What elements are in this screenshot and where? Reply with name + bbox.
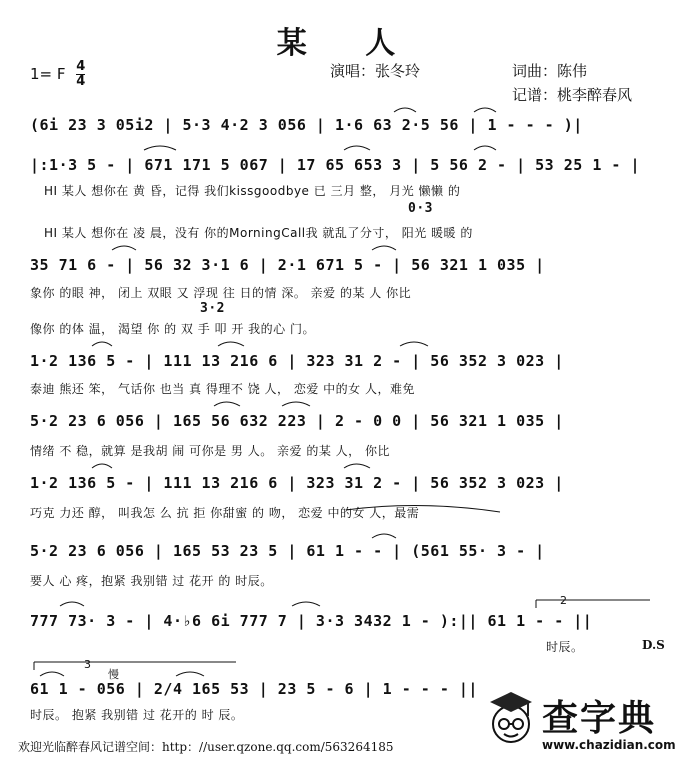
- time-sig-top: 4: [76, 59, 86, 74]
- singer: 演唱：张冬玲: [330, 62, 421, 80]
- notation-row-6: 1·2 136 5 - | 111 13 216 6 | 323 31 2 - | 56 352 3 023 |: [30, 474, 564, 492]
- graduate-mascot-icon: [482, 686, 540, 752]
- lyric-row-3b: 像你 的体 温， 渴望 你 的 双 手 叩 开 我的心 门。: [30, 322, 315, 336]
- lyric-row-3: 象你 的眼 神， 闭上 双眼 又 浮现 往 日的情 深。 亲爱 的某 人 你比: [30, 286, 412, 300]
- notation-pickup-2: 3·2: [200, 301, 225, 316]
- key-label: 1= F: [30, 65, 66, 83]
- notation-row-9: 61 1 - 056 | 2/4 165 53 | 23 5 - 6 | 1 - - - ||: [30, 680, 478, 698]
- notation-row-4: 1·2 136 5 - | 111 13 216 6 | 323 31 2 - | 56 352 3 023 |: [30, 352, 564, 370]
- site-logo[interactable]: [482, 686, 692, 758]
- song-title: 某 人: [276, 26, 420, 61]
- logo-url[interactable]: www.chazidian.com: [542, 738, 676, 752]
- notation-pickup-1: 0·3: [408, 201, 433, 216]
- lyric-row-2: HI 某人 想你在 黄 昏，记得 我们kissgoodbye 已 三月 整， 月光 懒懒 的: [44, 184, 461, 198]
- transcriber: 记谱：桃李醉春风: [512, 86, 633, 104]
- lyric-row-8: 时辰。: [546, 640, 584, 654]
- lyric-row-6: 巧克 力还 醇， 叫我怎 么 抗 拒 你甜蜜 的 吻， 恋爱 中的女 人，最需: [30, 506, 420, 520]
- tempo-mark: 慢: [108, 668, 119, 681]
- lyric-row-7: 要人 心 疼，抱紧 我别错 过 花开 的 时辰。: [30, 574, 273, 588]
- logo-text: 查字典: [542, 698, 657, 739]
- notation-row-8: 777 73· 3 - | 4·♭6 6i 777 7 | 3·3 3432 1 - ):|| 61 1 - - ||: [30, 612, 593, 630]
- time-sig-bottom: 4: [76, 74, 86, 89]
- volta-2-label: 2: [560, 594, 567, 607]
- lyric-row-2b: HI 某人 想你在 凌 晨，没有 你的MorningCall我 就乱了分寸， 阳光 暖暖 的: [44, 226, 473, 240]
- ds-mark: D.S: [642, 638, 665, 652]
- notation-row-5: 5·2 23 6 056 | 165 56 632 223 | 2 - 0 0 | 56 321 1 035 |: [30, 412, 564, 430]
- notation-row-1: (6i 23 3 05i2 | 5·3 4·2 3 056 | 1·6 63 2·5 56 | 1 - - - )|: [30, 116, 583, 134]
- footer-text: 欢迎光临醉春风记谱空间：http：//user.qzone.qq.com/563264185: [18, 740, 394, 754]
- lyric-row-5: 情绪 不 稳，就算 是我胡 闹 可你是 男 人。 亲爱 的某 人， 你比: [30, 444, 390, 458]
- lyric-row-4: 泰迪 熊还 笨， 气话你 也当 真 得理不 饶 人， 恋爱 中的女 人，难免: [30, 382, 415, 396]
- notation-row-2: |:1·3 5 - | 671 171 5 067 | 17 65 653 3 | 5 56 2 - | 53 25 1 - |: [30, 156, 640, 174]
- notation-row-7: 5·2 23 6 056 | 165 53 23 5 | 61 1 - - | (561 55· 3 - |: [30, 542, 545, 560]
- composer: 词曲：陈伟: [512, 62, 588, 80]
- notation-row-3: 35 71 6 - | 56 32 3·1 6 | 2·1 671 5 - | 56 321 1 035 |: [30, 256, 545, 274]
- volta-3-label: 3: [84, 658, 91, 671]
- lyric-row-9: 时辰。 抱紧 我别错 过 花开的 时 辰。: [30, 708, 244, 722]
